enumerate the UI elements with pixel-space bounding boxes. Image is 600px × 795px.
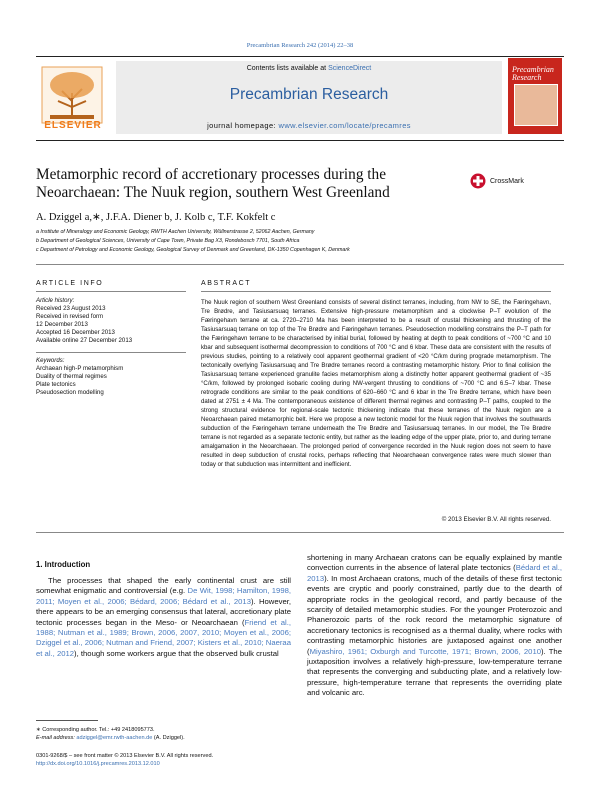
email-label: E-mail address:: [36, 735, 77, 742]
affiliation-c: c Department of Petrology and Economic Geology, Geological Survey of Denmark and Greenland, DK-1350 Copenhagen K, Denmark: [36, 247, 350, 254]
footnote: [36, 726, 291, 743]
crossmark-badge[interactable]: [470, 172, 542, 188]
abstract-bottom-rule: [36, 532, 564, 533]
journal-citation-header[interactable]: Precambrian Research 242 (2014) 22–38: [246, 42, 354, 49]
body-text: shortening in many Archaean cratons can be equally explained by mantle convection currents in the absence of lateral plate tectonics (: [307, 553, 562, 573]
email-suffix: (A. Dziggel).: [152, 735, 185, 742]
header-divider: [36, 264, 564, 265]
keyword-item: Plate tectonics: [36, 381, 76, 389]
affiliation-b: b Department of Geological Sciences, University of Cape Town, Private Bag X3, Rondebosch 7701, South Africa: [36, 238, 300, 245]
article-info-rule: [36, 291, 186, 292]
footnote-rule: [36, 720, 98, 721]
history-item: Received 23 August 2013: [36, 305, 106, 313]
banner-bottom-rule: [36, 140, 564, 141]
issn-line: 0301-9268/$ – see front matter © 2013 Elsevier B.V. All rights reserved.: [36, 753, 214, 759]
article-title: Metamorphic record of accretionary processes during the Neoarchaean: The Nuuk region, southern West Greenland: [36, 166, 390, 201]
citation-link[interactable]: Bédard et al., 2013: [307, 563, 562, 583]
issn-doi-note: [36, 752, 291, 769]
history-item: Received in revised form: [36, 313, 104, 321]
article-info-heading: ARTICLE INFO: [36, 280, 104, 287]
copyright-notice: © 2013 Elsevier B.V. All rights reserved.: [441, 516, 551, 523]
journal-cover-thumbnail[interactable]: [508, 58, 562, 134]
section-heading-introduction: 1. Introduction: [36, 560, 91, 569]
body-text: ). In most Archaean cratons, much of the details of these first tectonic events are cryptic and poorly constrained, partly due to the dearth of appropriate rocks in the geological record, and partly because of the scarcity of detailed metamorphic studies. For the younger Proterozoic and Phanerozoic parts of the rock record the metamorphic signature of accretionary tectonics is recognised as a thermal duality, where rocks with contrasting metamorphic histories are juxtaposed against one another (: [307, 573, 562, 656]
journal-homepage-link[interactable]: www.elsevier.com/locate/precamres: [278, 121, 411, 130]
journal-title: Precambrian Research: [229, 86, 389, 103]
keywords-label: Keywords:: [36, 357, 65, 364]
affiliations: [36, 228, 556, 256]
author-list: A. Dziggel a,∗, J.F.A. Diener b, J. Kolb c, T.F. Kokfelt c: [36, 212, 276, 223]
body-text: The processes that shaped the early continental crust are still somewhat enigmatic and controversial (e.g.: [36, 576, 291, 596]
cover-title: Precambrian Research: [512, 65, 554, 82]
journal-banner: [36, 56, 564, 140]
keyword-item: Archaean high-P metamorphism: [36, 365, 124, 373]
homepage-prefix: journal homepage:: [207, 121, 279, 130]
contents-prefix: Contents lists available at: [246, 65, 329, 72]
contents-available-line: [116, 65, 502, 72]
history-item: Accepted 16 December 2013: [36, 329, 115, 337]
intro-column-right: [307, 553, 562, 699]
keyword-item: Pseudosection modelling: [36, 389, 104, 397]
corresponding-author: ∗ Corresponding author. Tel.: +49 2418095773.: [36, 727, 155, 733]
citation-link[interactable]: De Wit, 1998; Hamilton, 1998, 2011; Moyen et al., 2006; Bédard, 2006; Bédard et al., 2013: [36, 586, 291, 606]
sciencedirect-link[interactable]: ScienceDirect: [328, 65, 372, 72]
body-text: ). The juxtaposition involves a relatively high-pressure, low-temperature terrane that represents the converging and subducting plate, and a relatively low-pressure, high-temperature terrane that represents the overriding plate and volcanic arc.: [307, 646, 562, 698]
affiliation-a: a Institute of Mineralogy and Economic Geology, RWTH Aachen University, Wüllnerstrasse 2, 52062 Aachen, Germany: [36, 229, 315, 235]
body-text: ), though some workers argue that the observed bulk crustal: [74, 648, 279, 658]
citation-link[interactable]: Miyashiro, 1961; Oxburgh and Turcotte, 1971; Brown, 2006, 2010: [309, 646, 541, 656]
keywords: [36, 357, 186, 397]
banner-center-panel: [116, 61, 502, 134]
abstract-heading: ABSTRACT: [201, 280, 252, 287]
abstract-text: The Nuuk region of southern West Greenland consists of several distinct terranes, including, from NW to SE, the Færingehavn, Tre Brødre, and Tasiusarsuaq terranes. Extensive high-pressure metamorphism and a clockwise P–T evolution of the Færingehavn terrane at ca. 2720–2710 Ma has been interpreted to be a result of crustal thickening and thrusting of the Tasiusarsuaq terrane on top of the Tre Brødre and Færingehavn terranes. Pseudosection modelling constrains the P–T path for the Færingehavn terrane to be characterised by initial burial, followed by heating at depth to peak conditions of ~700 °C and 10 kbar and subsequent isothermal decompression to conditions of 700 °C and 6 kbar. These data are consistent with the results of previous studies, pointing to a relatively cool apparent geothermal gradient of <20 °C/km during prograde metamorphism. The tectonically overlying Tasiusarsuaq and Tre Brødre terranes record a contrasting metamorphic history. Prior to final collision the Tasiusarsuaq terrane experienced granulite facies metamorphism along a distinctly hotter apparent geothermal gradient of ~35 °C/km, followed by prolonged isobaric cooling during NW-vergent thrusting to conditions of ~700 °C and 6.5–7 kbar. These retrograde conditions are similar to the peak conditions of 620–660 °C and 6 kbar in the Tre Brødre terrane, which have been dated at 2751 ± 4 Ma. The contemporaneous existence of different thermal regimes and contrasting P–T paths, coupled to the strong structural evidence for regional-scale tectonic thickening indicate that these terranes of the Nuuk region are a Neoarchaean paired metamorphic belt. Here we propose a new tectonic model for the Nuuk region that involves the southwards subduction of the Færingehavn terrane underneath the Tre Brødre and Tasiusarsuaq terranes. In our model, the Tre Brødre terrane is not regarded as a separate tectonic entity, but rather as the leading edge of the upper plate, prior to, and during terrane amalgamation in the Neoarchaean. The prolonged period of convergence recorded in the Nuuk region does not seem to have resulted in deep subduction of crustal rocks, perhaps reflecting that Neoarchaean convergence rates were much slower than today or that subduction was intermittent and inefficient.: [201, 299, 551, 468]
email-line: [36, 734, 291, 742]
crossmark-icon: [470, 173, 486, 189]
abstract-rule: [201, 291, 551, 292]
banner-top-rule: [36, 56, 564, 57]
article-history-label: Article history:: [36, 297, 75, 304]
citation-link[interactable]: Friend et al., 1988; Nutman et al., 1989; Brown, 2006, 2007, 2010; Moyen et al., 2006; Dziggel et al., 2006; Nutman and Friend, 2007; Kisters et al., 2010; Naeraa et al., 2012: [36, 617, 291, 658]
history-item: Available online 27 December 2013: [36, 337, 133, 345]
crossmark-label: CrossMark: [490, 177, 524, 185]
body-text: ). However, there appears to be an emerging consensus that lateral, accretionary plate tectonic processes began in the Meso- or Neoarchaean (: [36, 596, 291, 627]
keywords-rule: [36, 352, 186, 353]
doi-link[interactable]: http://dx.doi.org/10.1016/j.precamres.2013.12.010: [36, 761, 160, 768]
email-link[interactable]: adziggel@emr.rwth-aachen.de: [76, 735, 153, 742]
intro-column-left: [36, 576, 291, 659]
journal-homepage-line: [116, 121, 502, 130]
cover-image: [514, 84, 558, 126]
history-item: 12 December 2013: [36, 321, 88, 329]
keyword-item: Duality of thermal regimes: [36, 373, 107, 381]
elsevier-wordmark: ELSEVIER: [44, 120, 102, 131]
article-history: [36, 297, 186, 346]
